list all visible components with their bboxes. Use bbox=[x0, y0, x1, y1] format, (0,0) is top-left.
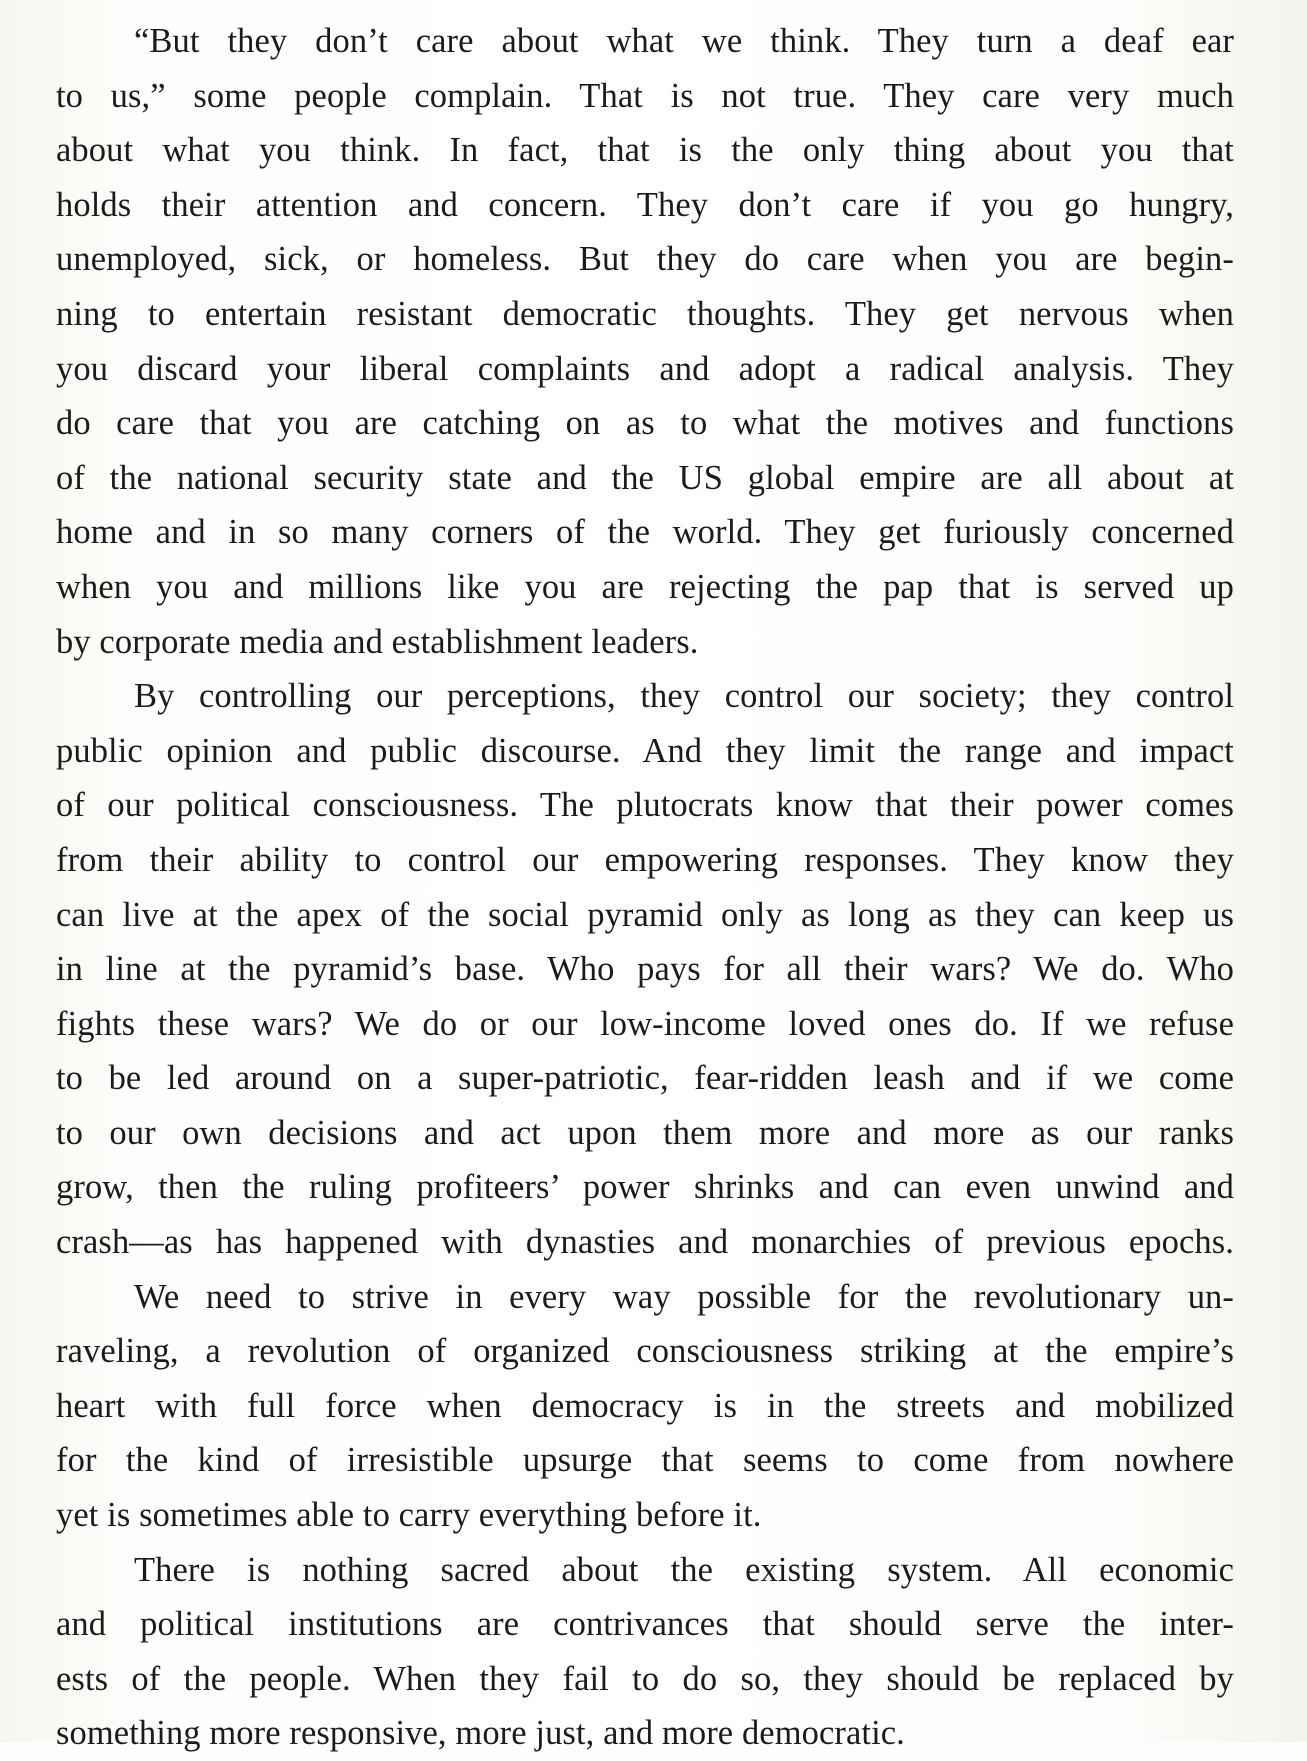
text-line: By controlling our perceptions, they control our society; they control bbox=[134, 677, 1234, 716]
text-line: We need to strive in every way possible for the revolutionary un- bbox=[134, 1277, 1234, 1316]
text-line: something more responsive, more just, and more democratic. bbox=[56, 1714, 905, 1753]
text-line: from their ability to control our empowering responses. They know they bbox=[56, 840, 1234, 879]
text-line: crash—as has happened with dynasties and monarchies of previous epochs. bbox=[56, 1223, 1234, 1262]
paragraph-3 bbox=[56, 1270, 1234, 1543]
text-line: home and in so many corners of the world. They get furiously concerned bbox=[56, 513, 1234, 552]
text-line: of our political consciousness. The plutocrats know that their power comes bbox=[56, 786, 1234, 825]
text-line: fights these wars? We do or our low-income loved ones do. If we refuse bbox=[56, 1004, 1234, 1043]
paragraph-1 bbox=[56, 14, 1234, 669]
text-line: and political institutions are contrivances that should serve the inter- bbox=[56, 1605, 1234, 1644]
text-line: of the national security state and the US global empire are all about at bbox=[56, 458, 1234, 497]
text-line: ning to entertain resistant democratic thoughts. They get nervous when bbox=[56, 294, 1234, 333]
text-line: holds their attention and concern. They don’t care if you go hungry, bbox=[56, 185, 1234, 224]
text-line: to our own decisions and act upon them more and more as our ranks bbox=[56, 1113, 1234, 1152]
text-line: to be led around on a super-patriotic, fear-ridden leash and if we come bbox=[56, 1059, 1234, 1098]
text-line: to us,” some people complain. That is not true. They care very much bbox=[56, 76, 1234, 115]
text-line: public opinion and public discourse. And they limit the range and impact bbox=[56, 731, 1234, 770]
text-line: unemployed, sick, or homeless. But they do care when you are begin- bbox=[56, 240, 1234, 279]
text-line: in line at the pyramid’s base. Who pays for all their wars? We do. Who bbox=[56, 950, 1234, 989]
text-line: do care that you are catching on as to what the motives and functions bbox=[56, 404, 1234, 443]
text-line: when you and millions like you are rejecting the pap that is served up bbox=[56, 567, 1234, 606]
text-line: There is nothing sacred about the existing system. All economic bbox=[134, 1550, 1234, 1589]
text-line: can live at the apex of the social pyramid only as long as they can keep us bbox=[56, 895, 1234, 934]
text-line: “But they don’t care about what we think. They turn a deaf ear bbox=[134, 22, 1234, 60]
text-line: ests of the people. When they fail to do so, they should be replaced by bbox=[56, 1659, 1234, 1698]
text-line: grow, then the ruling profiteers’ power shrinks and can even unwind and bbox=[56, 1168, 1234, 1207]
text-line: for the kind of irresistible upsurge that seems to come from nowhere bbox=[56, 1441, 1234, 1480]
paragraph-2 bbox=[56, 669, 1234, 1270]
text-line: yet is sometimes able to carry everything before it. bbox=[56, 1496, 762, 1535]
text-line: raveling, a revolution of organized consciousness striking at the empire’s bbox=[56, 1332, 1234, 1371]
text-line: by corporate media and establishment leaders. bbox=[56, 622, 699, 661]
text-line: heart with full force when democracy is in the streets and mobilized bbox=[56, 1386, 1234, 1425]
text-line: about what you think. In fact, that is the only thing about you that bbox=[56, 131, 1234, 170]
text-line: you discard your liberal complaints and adopt a radical analysis. They bbox=[56, 349, 1234, 388]
paragraph-4 bbox=[56, 1543, 1234, 1761]
page-text bbox=[56, 14, 1234, 1761]
